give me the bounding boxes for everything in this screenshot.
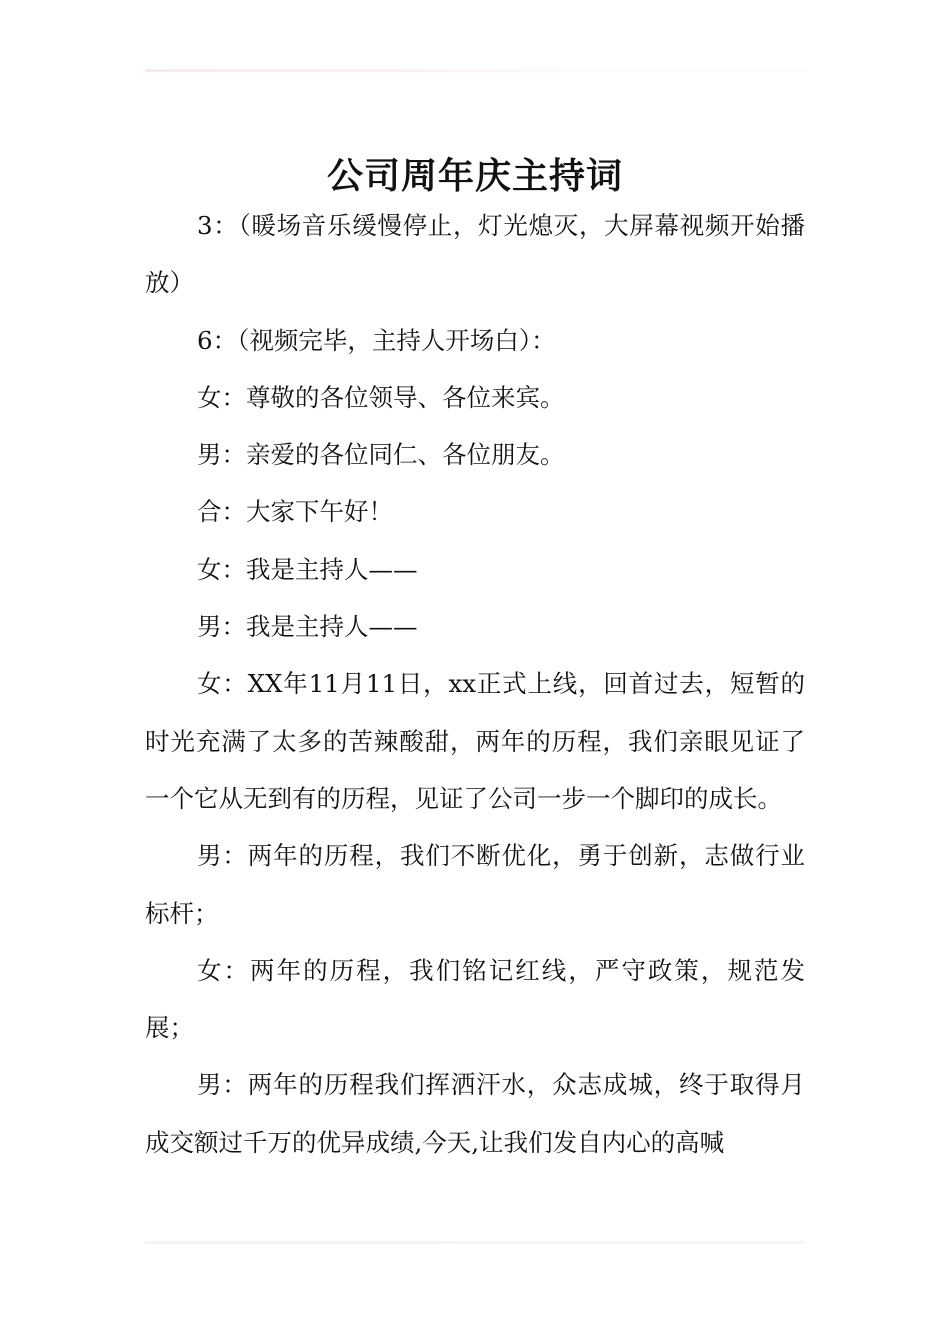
- paragraph: 女：XX年11月11日，xx正式上线，回首过去，短暂的时光充满了太多的苦辣酸甜，两年的历程，我们亲眼见证了一个它从无到有的历程，见证了公司一步一个脚印的成长。: [145, 669, 805, 813]
- header-rule: [145, 69, 805, 72]
- paragraph: 男：我是主持人——: [197, 612, 418, 642]
- paragraph: 男：两年的历程我们挥洒汗水，众志成城，终于取得月成交额过千万的优异成绩,今天,让我们发自内心的高喊: [145, 1070, 805, 1157]
- document-title: 公司周年庆主持词: [326, 155, 623, 198]
- paragraph: 男：两年的历程，我们不断优化，勇于创新，志做行业标杆；: [145, 841, 805, 928]
- document-body: [145, 197, 805, 1171]
- paragraph: 3：（暖场音乐缓慢停止，灯光熄灭，大屏幕视频开始播放）: [145, 211, 805, 298]
- paragraph: 女：我是主持人——: [197, 554, 418, 584]
- footer-rule: [145, 1241, 805, 1244]
- paragraph: 男：亲爱的各位同仁、各位朋友。: [197, 440, 565, 470]
- paragraph: 女：两年的历程，我们铭记红线，严守政策，规范发展；: [145, 955, 805, 1043]
- paragraph: 6：（视频完毕，主持人开场白）：: [197, 325, 556, 355]
- paragraph: 合：大家下午好！: [197, 497, 393, 527]
- paragraph: 女：尊敬的各位领导、各位来宾。: [197, 382, 565, 412]
